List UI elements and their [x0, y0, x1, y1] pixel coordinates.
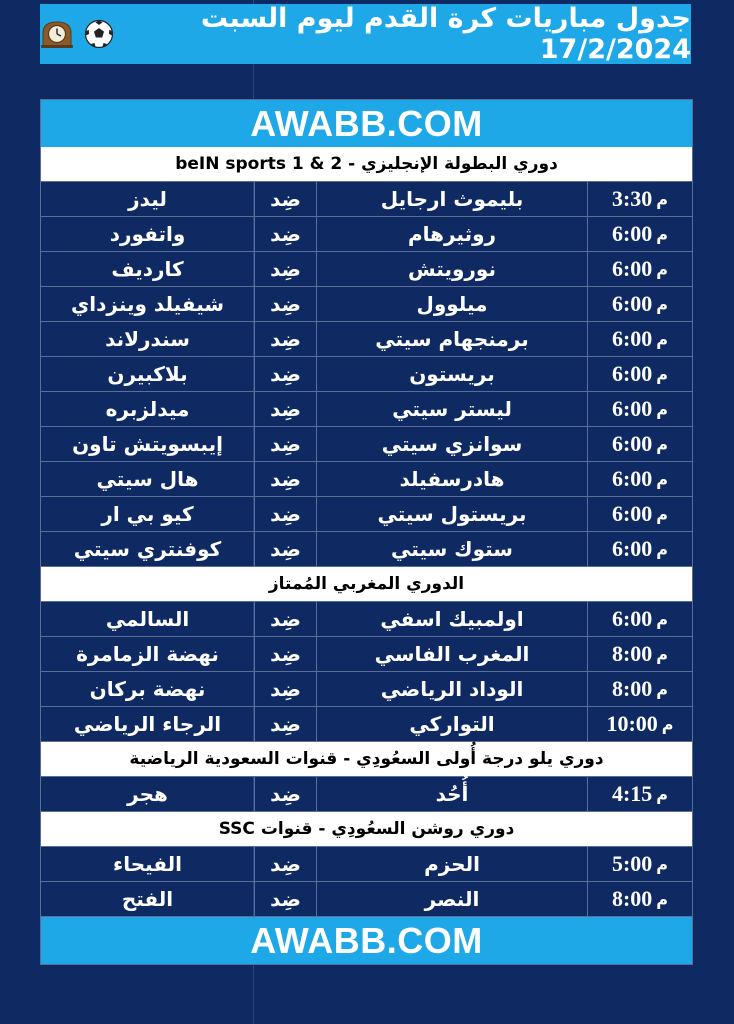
match-time: 6:00: [611, 606, 653, 631]
versus-label: ضِد: [254, 637, 316, 671]
match-time: 6:00: [611, 431, 653, 456]
versus-label: ضِد: [254, 882, 316, 916]
match-row: [41, 392, 692, 427]
match-time: 8:00: [611, 676, 653, 701]
match-time: 8:00: [611, 641, 653, 666]
away-team: هال سيتي: [96, 467, 199, 491]
match-time-cell: [587, 462, 692, 496]
match-row: [41, 532, 692, 567]
match-time-cell: [587, 217, 692, 251]
time-period: م: [656, 259, 669, 279]
match-time-cell: [587, 497, 692, 531]
page-title-box: [40, 4, 691, 64]
time-period: م: [661, 714, 674, 734]
versus-label: ضِد: [254, 777, 316, 811]
away-team: إيبسويتش تاون: [72, 432, 223, 456]
versus-label: ضِد: [254, 182, 316, 216]
schedule-body: [41, 147, 692, 917]
match-row: [41, 602, 692, 637]
site-banner-bottom: AWABB.COM: [41, 917, 692, 965]
away-team: كوفنتري سيتي: [73, 537, 222, 561]
match-row: [41, 882, 692, 917]
away-team: سندرلاند: [105, 327, 190, 351]
home-team: برمنجهام سيتي: [316, 322, 587, 356]
match-time-cell: [587, 427, 692, 461]
time-period: م: [656, 504, 669, 524]
match-row: [41, 497, 692, 532]
time-period: م: [656, 854, 669, 874]
versus-label: ضِد: [254, 287, 316, 321]
away-team: ميدلزبره: [105, 397, 190, 421]
match-row: [41, 217, 692, 252]
time-period: م: [656, 679, 669, 699]
match-time-cell: [587, 602, 692, 636]
match-time-cell: [587, 707, 692, 741]
time-period: م: [656, 189, 669, 209]
league-header: دوري البطولة الإنجليزي - beIN sports 1 & 2: [41, 147, 692, 182]
home-team: التواركي: [316, 707, 587, 741]
home-team: المغرب الفاسي: [316, 637, 587, 671]
away-team: الفتح: [121, 887, 174, 911]
home-team: بريستول سيتي: [316, 497, 587, 531]
league-header: دوري يلو درجة أُولى السعُودِي - قنوات السعودية الرياضية: [41, 742, 692, 777]
time-period: م: [656, 364, 669, 384]
home-team: سوانزي سيتي: [316, 427, 587, 461]
versus-label: ضِد: [254, 392, 316, 426]
schedule-table: [40, 99, 693, 965]
away-team: نهضة بركان: [89, 677, 206, 701]
match-time-cell: [587, 322, 692, 356]
match-time: 6:00: [611, 221, 653, 246]
time-period: م: [656, 434, 669, 454]
match-row: [41, 462, 692, 497]
match-row: [41, 707, 692, 742]
match-row: [41, 847, 692, 882]
time-period: م: [656, 539, 669, 559]
versus-label: ضِد: [254, 462, 316, 496]
match-row: [41, 777, 692, 812]
match-time: 6:00: [611, 256, 653, 281]
match-row: [41, 357, 692, 392]
home-team: بريستون: [316, 357, 587, 391]
home-team: الحزم: [316, 847, 587, 881]
versus-label: ضِد: [254, 847, 316, 881]
match-time-cell: [587, 532, 692, 566]
time-period: م: [656, 644, 669, 664]
soccer-ball-icon: [84, 19, 114, 49]
versus-label: ضِد: [254, 427, 316, 461]
time-period: م: [656, 889, 669, 909]
away-team: الفيحاء: [112, 852, 183, 876]
match-time: 5:00: [611, 851, 653, 876]
match-time: 4:15: [611, 781, 653, 806]
home-team: ميلوول: [316, 287, 587, 321]
time-period: م: [656, 784, 669, 804]
match-time-cell: [587, 847, 692, 881]
away-team: كيو بي ار: [101, 502, 194, 526]
match-row: [41, 427, 692, 462]
home-team: ستوك سيتي: [316, 532, 587, 566]
match-row: [41, 322, 692, 357]
match-row: [41, 287, 692, 322]
versus-label: ضِد: [254, 707, 316, 741]
match-time-cell: [587, 252, 692, 286]
home-team: نورويتش: [316, 252, 587, 286]
away-team: هجر: [127, 782, 168, 806]
site-banner-top: AWABB.COM: [41, 100, 692, 147]
home-team: هادرسفيلد: [316, 462, 587, 496]
versus-label: ضِد: [254, 217, 316, 251]
match-time-cell: [587, 672, 692, 706]
home-team: بليموث ارجايل: [316, 182, 587, 216]
away-team: ليدز: [128, 187, 167, 211]
page-title: جدول مباريات كرة القدم ليوم السبت 17/2/2024: [200, 3, 691, 65]
match-row: [41, 637, 692, 672]
versus-label: ضِد: [254, 497, 316, 531]
away-team: شيفيلد وينزداي: [70, 292, 225, 316]
home-team: ليستر سيتي: [316, 392, 587, 426]
match-time: 6:00: [611, 326, 653, 351]
match-row: [41, 672, 692, 707]
versus-label: ضِد: [254, 602, 316, 636]
versus-label: ضِد: [254, 532, 316, 566]
match-time-cell: [587, 882, 692, 916]
away-team: كارديف: [111, 257, 184, 281]
time-period: م: [656, 609, 669, 629]
versus-label: ضِد: [254, 252, 316, 286]
home-team: أُحُد: [316, 777, 587, 811]
match-time-cell: [587, 357, 692, 391]
home-team: اولمبيك اسفي: [316, 602, 587, 636]
away-team: بلاكبيرن: [107, 362, 188, 386]
match-time: 10:00: [606, 711, 658, 736]
match-time: 3:30: [611, 186, 653, 211]
versus-label: ضِد: [254, 357, 316, 391]
time-period: م: [656, 469, 669, 489]
away-team: واتفورد: [109, 222, 186, 246]
match-time-cell: [587, 182, 692, 216]
league-header: الدوري المغربي المُمتاز: [41, 567, 692, 602]
league-header: دوري روشن السعُودِي - قنوات SSC: [41, 812, 692, 847]
time-period: م: [656, 224, 669, 244]
match-time: 6:00: [611, 291, 653, 316]
match-row: [41, 252, 692, 287]
match-time-cell: [587, 392, 692, 426]
match-time: 6:00: [611, 361, 653, 386]
time-period: م: [656, 399, 669, 419]
time-period: م: [656, 329, 669, 349]
match-time-cell: [587, 637, 692, 671]
versus-label: ضِد: [254, 672, 316, 706]
match-time: 6:00: [611, 536, 653, 561]
match-time: 8:00: [611, 886, 653, 911]
time-period: م: [656, 294, 669, 314]
match-time: 6:00: [611, 396, 653, 421]
away-team: السالمي: [105, 607, 190, 631]
away-team: الرجاء الرياضي: [73, 712, 222, 736]
match-time-cell: [587, 287, 692, 321]
away-team: نهضة الزمامرة: [76, 642, 219, 666]
match-time: 6:00: [611, 466, 653, 491]
home-team: الوداد الرياضي: [316, 672, 587, 706]
versus-label: ضِد: [254, 322, 316, 356]
home-team: روثيرهام: [316, 217, 587, 251]
mantelpiece-clock-icon: [40, 19, 74, 49]
home-team: النصر: [316, 882, 587, 916]
match-time: 6:00: [611, 501, 653, 526]
match-time-cell: [587, 777, 692, 811]
match-row: [41, 182, 692, 217]
